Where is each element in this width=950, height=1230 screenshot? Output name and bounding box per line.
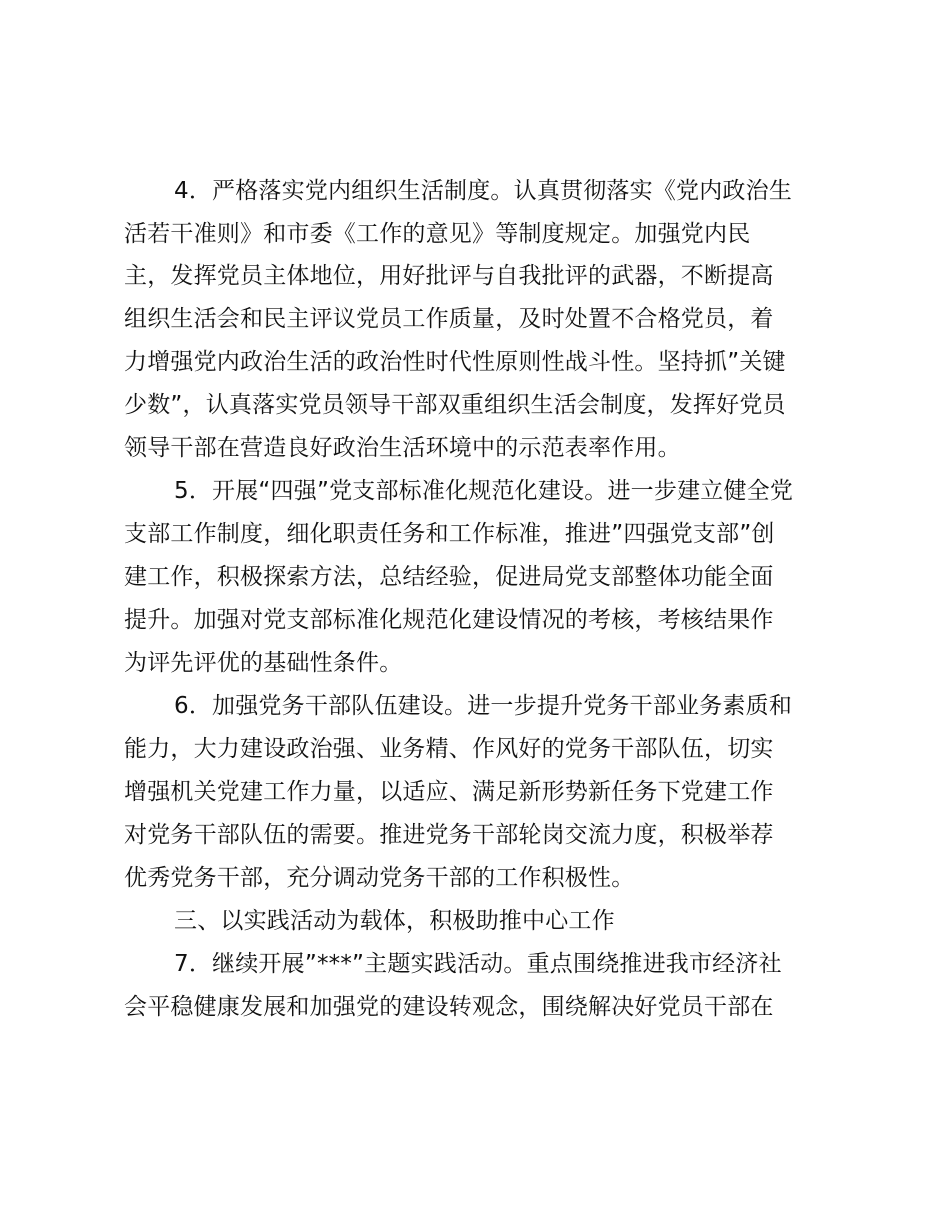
text-line: 活若干准则》和市委《工作的意见》等制度规定。加强党内民: [124, 221, 751, 247]
text-line: 提升。加强对党支部标准化规范化建设情况的考核，考核结果作: [124, 607, 774, 633]
text-line: 为评先评优的基础性条件。: [124, 650, 403, 676]
text-line: 少数”，认真落实党员领导干部双重组织生活会制度，发挥好党员: [124, 392, 786, 418]
text-line: 建工作，积极探索方法，总结经验，促进局党支部整体功能全面: [124, 564, 774, 590]
text-line: 对党务干部队伍的需要。推进党务干部轮岗交流力度，积极举荐: [124, 822, 774, 848]
text-line: 会平稳健康发展和加强党的建设转观念，围绕解决好党员干部在: [124, 994, 774, 1020]
text-line: 优秀党务干部，充分调动党务干部的工作积极性。: [124, 865, 635, 891]
text-line: 4．严格落实党内组织生活制度。认真贯彻落实《党内政治生: [174, 178, 793, 204]
section-heading: 三、以实践活动为载体，积极助推中心工作: [174, 908, 615, 934]
text-line: 6．加强党务干部队伍建设。进一步提升党务干部业务素质和: [174, 693, 793, 719]
text-line: 支部工作制度，细化职责任务和工作标准，推进”四强党支部”创: [124, 521, 775, 547]
text-line: 主，发挥党员主体地位，用好批评与自我批评的武器，不断提高: [124, 263, 774, 289]
text-line: 领导干部在营造良好政治生活环境中的示范表率作用。: [124, 435, 681, 461]
text-line: 组织生活会和民主评议党员工作质量，及时处置不合格党员，着: [124, 306, 774, 332]
text-line: 能力，大力建设政治强、业务精、作风好的党务干部队伍，切实: [124, 736, 774, 762]
text-line: 5．开展“四强”党支部标准化规范化建设。进一步建立健全党: [174, 478, 794, 504]
text-line: 力增强党内政治生活的政治性时代性原则性战斗性。坚持抓”关键: [124, 349, 786, 375]
text-line: 7．继续开展”***”主题实践活动。重点围绕推进我市经济社: [174, 951, 782, 977]
text-line: 增强机关党建工作力量，以适应、满足新形势新任务下党建工作: [124, 779, 774, 805]
